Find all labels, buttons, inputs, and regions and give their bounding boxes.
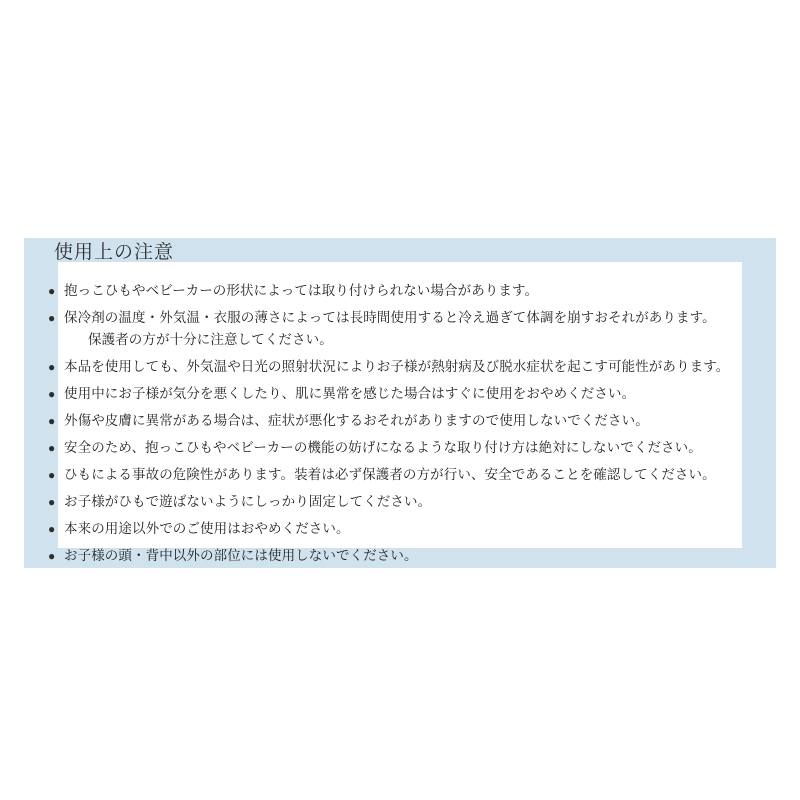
list-item-text: お子様の頭・背中以外の部位には使用しないでください。 (64, 548, 418, 563)
bullet-icon: ● (48, 468, 56, 482)
bullet-icon: ● (48, 414, 56, 428)
list-item-text: 本品を使用しても、外気温や日光の照射状況によりお子様が熱射病及び脱水症状を起こす可能性があります。 (64, 359, 730, 374)
list-item-text: ひもによる事故の危険性があります。装着は必ず保護者の方が行い、安全であることを確認してください。 (64, 467, 716, 482)
bullet-icon: ● (48, 495, 56, 509)
list-item (48, 280, 738, 302)
bullet-icon: ● (48, 441, 56, 455)
page-title: 使用上の注意 (54, 242, 175, 263)
list-item-text: 本来の用途以外でのご使用はおやめください。 (64, 521, 350, 536)
bullet-icon: ● (48, 311, 56, 325)
list-item (48, 518, 738, 540)
bullet-icon: ● (48, 284, 56, 298)
list-item-text: 抱っこひもやベビーカーの形状によっては取り付けられない場合があります。 (64, 283, 539, 298)
list-item (48, 491, 738, 513)
list-item (48, 464, 738, 486)
list-item-text: 外傷や皮膚に異常がある場合は、症状が悪化するおそれがありますので使用しないでください。 (64, 413, 649, 428)
notice-list (48, 280, 738, 572)
bullet-icon: ● (48, 360, 56, 374)
list-item-line: 保冷剤の温度・外気温・衣服の薄さによっては長時間使用すると冷え過ぎて体調を崩すおそれがあります。 (64, 310, 716, 325)
list-item (48, 383, 738, 405)
list-item (48, 410, 738, 432)
list-item (48, 545, 738, 567)
list-item-text: 安全のため、抱っこひもやベビーカーの機能の妨げになるような取り付け方は絶対にしないでください。 (64, 440, 702, 455)
bullet-icon: ● (48, 387, 56, 401)
list-item (48, 437, 738, 459)
list-item (48, 307, 738, 351)
list-item-text: 使用中にお子様が気分を悪くしたり、肌に異常を感じた場合はすぐに使用をおやめください。 (64, 386, 636, 401)
bullet-icon: ● (48, 549, 56, 563)
list-item-continuation: 保護者の方が十分に注意してください。 (88, 332, 333, 347)
list-item-text (64, 307, 738, 351)
list-item (48, 356, 738, 378)
list-item-text: お子様がひもで遊ばないようにしっかり固定してください。 (64, 494, 432, 509)
bullet-icon: ● (48, 522, 56, 536)
